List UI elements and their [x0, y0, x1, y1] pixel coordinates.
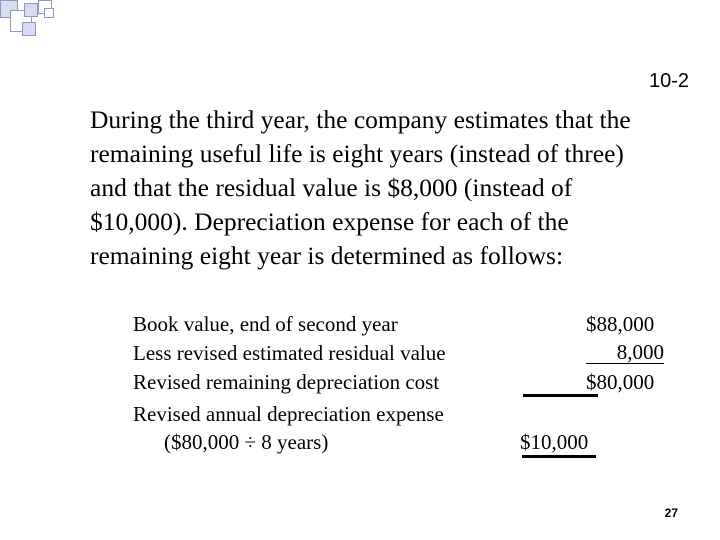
intro-paragraph: During the third year, the company estimates that the remaining useful life is eight years (instead of three) and that the residual value is $8,000 (instead of $10,000). Depreciation expense for each of the remaining eight year is determined as follows: [90, 105, 631, 270]
header-strip [56, 7, 720, 21]
row-label-annual-expense: Revised annual depreciation expense [133, 402, 444, 426]
row-label-depreciation-cost: Revised remaining depreciation cost [133, 370, 440, 394]
row-label-annual-expense-formula: ($80,000 ÷ 8 years) [164, 430, 329, 454]
amount-annual-expense: $10,000 [520, 430, 589, 454]
total-rule [523, 394, 598, 397]
amount-depreciation-cost: $80,000 [586, 370, 655, 394]
page-number: 27 [664, 506, 678, 520]
amount-book-value: $88,000 [586, 312, 655, 336]
row-label-book-value: Book value, end of second year [133, 312, 398, 336]
corner-square-decoration [22, 22, 36, 36]
slide-code: 10-2 [648, 70, 689, 92]
amount-residual-value: 8,000 [586, 341, 664, 364]
corner-square-decoration [44, 8, 54, 18]
corner-square-decoration [24, 3, 38, 17]
double-rule-annual-expense [522, 455, 596, 458]
row-label-residual-value: Less revised estimated residual value [133, 341, 446, 365]
